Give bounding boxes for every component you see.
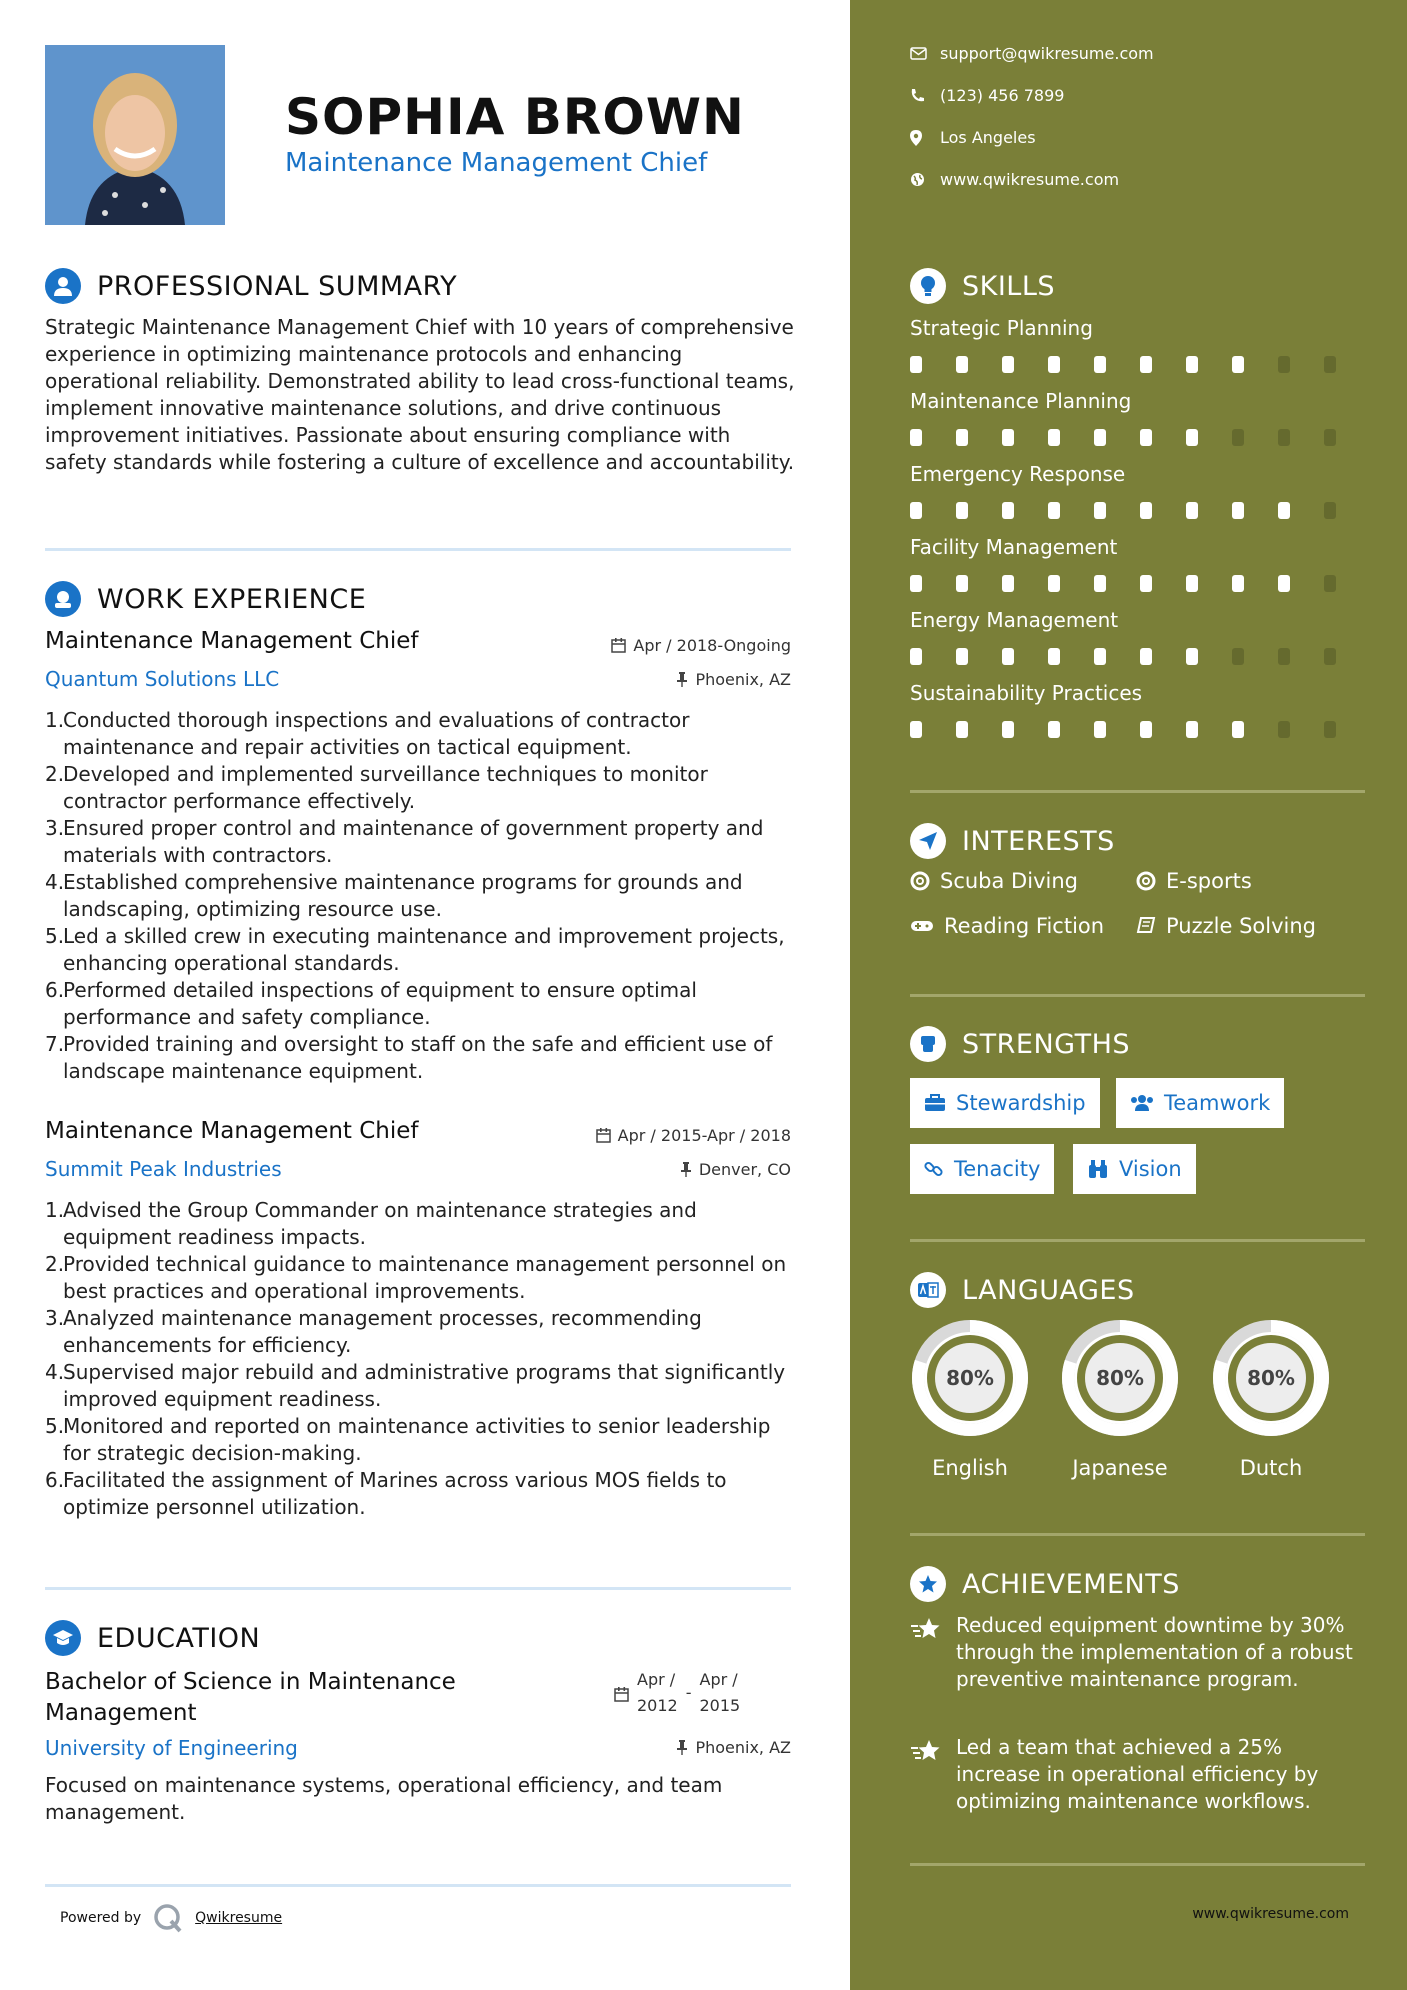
skill-dot [1186, 648, 1198, 665]
envelope-icon [910, 47, 927, 60]
skill-dot [1324, 502, 1336, 519]
language-percent: 80% [1247, 1366, 1295, 1390]
skill-dot [910, 502, 922, 519]
skill-name: Energy Management [910, 608, 1119, 632]
languages-title: LANGUAGES [962, 1274, 1135, 1306]
skill-name: Strategic Planning [910, 316, 1093, 340]
skill-name: Sustainability Practices [910, 681, 1143, 705]
language-ring [1211, 1318, 1331, 1438]
skill-dot [1278, 721, 1290, 738]
skill-dot [1186, 502, 1198, 519]
language-percent: 80% [1096, 1366, 1144, 1390]
skill-dot [1094, 721, 1106, 738]
education-heading [45, 1620, 260, 1656]
skill-dot [1002, 429, 1014, 446]
skill-rating [910, 575, 1370, 592]
skills-title: SKILLS [962, 270, 1056, 302]
qwikresume-link[interactable]: Qwikresume [195, 1910, 283, 1926]
divider [45, 1587, 791, 1590]
candidate-name: SOPHIA BROWN [285, 88, 745, 146]
list-item: 4. Established comprehensive maintenance programs for grounds and landscaping, optimizing resource use. [45, 870, 743, 921]
skill-dot [1048, 721, 1060, 738]
skill-dot [1048, 648, 1060, 665]
skill-dot [1002, 648, 1014, 665]
skill-dot [1278, 648, 1290, 665]
skill-dot [910, 429, 922, 446]
skill-dot [1002, 575, 1014, 592]
skill-name: Maintenance Planning [910, 389, 1132, 413]
skill-dot [1232, 356, 1244, 373]
education-title: EDUCATION [97, 1622, 261, 1654]
education-text: Focused on maintenance systems, operational efficiency, and team management. [45, 1773, 723, 1824]
job-dates [611, 636, 791, 655]
list-item: 6. Facilitated the assignment of Marines across various MOS fields to optimize personnel utilization. [45, 1468, 727, 1519]
divider [45, 1884, 791, 1887]
skill-dot [1324, 356, 1336, 373]
qwikresume-logo-icon [153, 1903, 183, 1933]
skill-dot [956, 356, 968, 373]
skill-dot [956, 721, 968, 738]
skill-dot [956, 575, 968, 592]
pin-icon [676, 672, 688, 687]
language-ring [1060, 1318, 1180, 1438]
skill-dot [1094, 575, 1106, 592]
skill-dot [1048, 356, 1060, 373]
skill-dot [1140, 429, 1152, 446]
skill-dot [1278, 429, 1290, 446]
skill-dot [1232, 648, 1244, 665]
paper-plane-icon [910, 823, 946, 859]
skill-dot [1140, 575, 1152, 592]
summary-title: PROFESSIONAL SUMMARY [97, 270, 458, 302]
user-icon [45, 268, 81, 304]
skill-dot [1094, 648, 1106, 665]
achievements-title: ACHIEVEMENTS [962, 1568, 1180, 1600]
skill-dot [956, 429, 968, 446]
interests-heading [910, 823, 1115, 859]
phone-icon [910, 88, 925, 103]
globe-icon [910, 172, 925, 187]
achievements-heading [910, 1566, 1180, 1602]
school-name: University of Engineering [45, 1736, 298, 1760]
divider [910, 1239, 1365, 1242]
skill-dot [1140, 502, 1152, 519]
degree: Bachelor of Science in Maintenance Management [45, 1669, 456, 1726]
interest-item: Reading Fiction [910, 914, 1104, 938]
briefcase-icon [924, 1094, 946, 1112]
list-item: 1. Conducted thorough inspections and evaluations of contractor maintenance and repair activities on tactical equipment. [45, 708, 690, 759]
fist-icon [910, 1026, 946, 1062]
star-badge-icon [910, 1566, 946, 1602]
company-name: Quantum Solutions LLC [45, 667, 280, 691]
calendar-icon [611, 638, 626, 653]
language-percent: 80% [946, 1366, 994, 1390]
achievement-item: Led a team that achieved a 25% increase in operational efficiency by optimizing maintenance workflows. [910, 1734, 1370, 1815]
language-icon [910, 1272, 946, 1308]
languages-heading [910, 1272, 1135, 1308]
skill-item [910, 316, 1370, 373]
list-item: 2. Developed and implemented surveillance techniques to monitor contractor performance effectively. [45, 762, 708, 813]
language-item [1211, 1318, 1331, 1480]
skill-dot [1232, 502, 1244, 519]
skill-dot [1002, 356, 1014, 373]
education-dates: Apr / 2012 - Apr / 2015 [614, 1667, 740, 1719]
language-name: English [932, 1456, 1008, 1480]
profile-photo [45, 45, 225, 225]
job-title: Maintenance Management Chief [45, 1118, 419, 1144]
skill-dot [1232, 575, 1244, 592]
skill-dot [1094, 356, 1106, 373]
contact-email: support@qwikresume.com [910, 44, 1154, 63]
language-item [910, 1318, 1030, 1480]
skill-dot [1140, 648, 1152, 665]
skill-rating [910, 356, 1370, 373]
job-dates-text: Apr / 2015-Apr / 2018 [617, 1126, 791, 1145]
skill-dot [1140, 356, 1152, 373]
contact-website: www.qwikresume.com [910, 170, 1119, 189]
skill-item [910, 462, 1370, 519]
strengths-title: STRENGTHS [962, 1028, 1131, 1060]
skill-item [910, 608, 1370, 665]
interest-item: E-sports [1136, 869, 1252, 893]
divider [910, 1533, 1365, 1536]
skill-name: Emergency Response [910, 462, 1126, 486]
skill-name: Facility Management [910, 535, 1118, 559]
map-marker-icon [910, 130, 922, 146]
link-icon [924, 1159, 944, 1179]
skill-dot [1324, 721, 1336, 738]
pin-icon [676, 1740, 688, 1755]
list-item: 3. Analyzed maintenance management processes, recommending enhancements for efficiency. [45, 1306, 702, 1357]
skill-dot [1002, 721, 1014, 738]
users-icon [1130, 1094, 1154, 1112]
skill-item [910, 535, 1370, 592]
skill-dot [1278, 356, 1290, 373]
skill-rating [910, 502, 1370, 519]
language-name: Japanese [1072, 1456, 1168, 1480]
list-item: 2. Provided technical guidance to maintenance management personnel on best practices and operational improvements. [45, 1252, 787, 1303]
job-location [680, 1160, 791, 1179]
job-responsibilities [45, 1197, 795, 1521]
sidebar [850, 0, 1407, 1990]
job-dates [596, 1126, 791, 1145]
skill-dot [910, 356, 922, 373]
life-ring-icon [910, 871, 930, 891]
achievement-item: Reduced equipment downtime by 30% through the implementation of a robust preventive maintenance program. [910, 1612, 1370, 1693]
strength-tag: Tenacity [910, 1144, 1054, 1194]
skill-dot [1048, 575, 1060, 592]
language-ring [910, 1318, 1030, 1438]
footer-website[interactable]: www.qwikresume.com [1192, 1906, 1349, 1922]
job-location-text: Phoenix, AZ [695, 670, 791, 689]
skill-dot [1278, 502, 1290, 519]
skill-dot [910, 575, 922, 592]
interest-item: Scuba Diving [910, 869, 1078, 893]
candidate-title: Maintenance Management Chief [285, 148, 708, 178]
skill-rating [910, 429, 1370, 446]
calendar-icon [596, 1128, 611, 1143]
pin-icon [680, 1162, 692, 1177]
skill-dot [1278, 575, 1290, 592]
skill-dot [1186, 575, 1198, 592]
skill-item [910, 681, 1370, 738]
summary-heading [45, 268, 457, 304]
list-item: 3. Ensured proper control and maintenance of government property and materials with contractors. [45, 816, 764, 867]
skill-dot [1324, 429, 1336, 446]
footer-powered-by: Powered by Qwikresume [60, 1903, 282, 1933]
lightbulb-icon [910, 268, 946, 304]
skill-dot [910, 648, 922, 665]
gamepad-icon [910, 918, 934, 934]
skill-dot [1232, 721, 1244, 738]
skill-dot [1324, 575, 1336, 592]
strength-tag: Stewardship [910, 1078, 1100, 1128]
list-item: 4. Supervised major rebuild and administrative programs that significantly improved equipment readiness. [45, 1360, 786, 1411]
interest-item: Puzzle Solving [1136, 914, 1316, 938]
list-item: 7. Provided training and oversight to staff on the safe and efficient use of landscape maintenance equipment. [45, 1032, 773, 1083]
divider [910, 1863, 1365, 1866]
skill-dot [1186, 429, 1198, 446]
education-location: Phoenix, AZ [676, 1738, 791, 1757]
list-item: 5. Monitored and reported on maintenance activities to senior leadership for strategic decision-making. [45, 1414, 771, 1465]
language-item [1060, 1318, 1180, 1480]
skill-dot [956, 502, 968, 519]
job-location [676, 670, 791, 689]
company-name: Summit Peak Industries [45, 1157, 282, 1181]
star-icon [910, 1616, 942, 1642]
interests-title: INTERESTS [962, 825, 1115, 857]
graduation-cap-icon [45, 1620, 81, 1656]
strength-tag: Vision [1073, 1144, 1196, 1194]
divider [910, 790, 1365, 793]
experience-heading [45, 581, 366, 617]
list-item: 1. Advised the Group Commander on maintenance strategies and equipment readiness impacts. [45, 1198, 697, 1249]
skill-dot [1324, 648, 1336, 665]
skill-dot [1232, 429, 1244, 446]
skill-dot [910, 721, 922, 738]
briefcase-user-icon [45, 581, 81, 617]
contact-location: Los Angeles [910, 128, 1036, 147]
skill-dot [1186, 356, 1198, 373]
summary-text: Strategic Maintenance Management Chief with 10 years of comprehensive experience in optimizing maintenance protocols and enhancing operational reliability. Demonstrated ability to lead cross-functional teams, implement innovative maintenance solutions, and drive continuous improvement initiatives. Passionate about ensuring compliance with safety standards while fostering a culture of excellence and accountability. [45, 315, 795, 474]
star-icon [910, 1738, 942, 1764]
skill-dot [1048, 502, 1060, 519]
skill-dot [1140, 721, 1152, 738]
skill-dot [1094, 429, 1106, 446]
list-item: 6. Performed detailed inspections of equipment to ensure optimal performance and safety compliance. [45, 978, 697, 1029]
divider [910, 994, 1365, 997]
skill-rating [910, 721, 1370, 738]
job-location-text: Denver, CO [698, 1160, 791, 1179]
life-ring-icon [1136, 871, 1156, 891]
skill-dot [1002, 502, 1014, 519]
list-item: 5. Led a skilled crew in executing maintenance and improvement projects, enhancing operational standards. [45, 924, 785, 975]
language-name: Dutch [1239, 1456, 1303, 1480]
job-title: Maintenance Management Chief [45, 628, 419, 654]
contact-phone: (123) 456 7899 [910, 86, 1064, 105]
divider [45, 548, 791, 551]
binoculars-icon [1087, 1159, 1109, 1179]
calendar-icon [614, 1687, 629, 1702]
book-icon [1136, 916, 1156, 936]
job-dates-text: Apr / 2018-Ongoing [633, 636, 791, 655]
skill-dot [1048, 429, 1060, 446]
experience-title: WORK EXPERIENCE [97, 583, 367, 615]
skill-dot [1186, 721, 1198, 738]
skill-rating [910, 648, 1370, 665]
skill-item [910, 389, 1370, 446]
job-responsibilities [45, 707, 795, 1085]
skills-heading [910, 268, 1055, 304]
skill-dot [956, 648, 968, 665]
strengths-heading [910, 1026, 1130, 1062]
strength-tag: Teamwork [1116, 1078, 1284, 1128]
skill-dot [1094, 502, 1106, 519]
